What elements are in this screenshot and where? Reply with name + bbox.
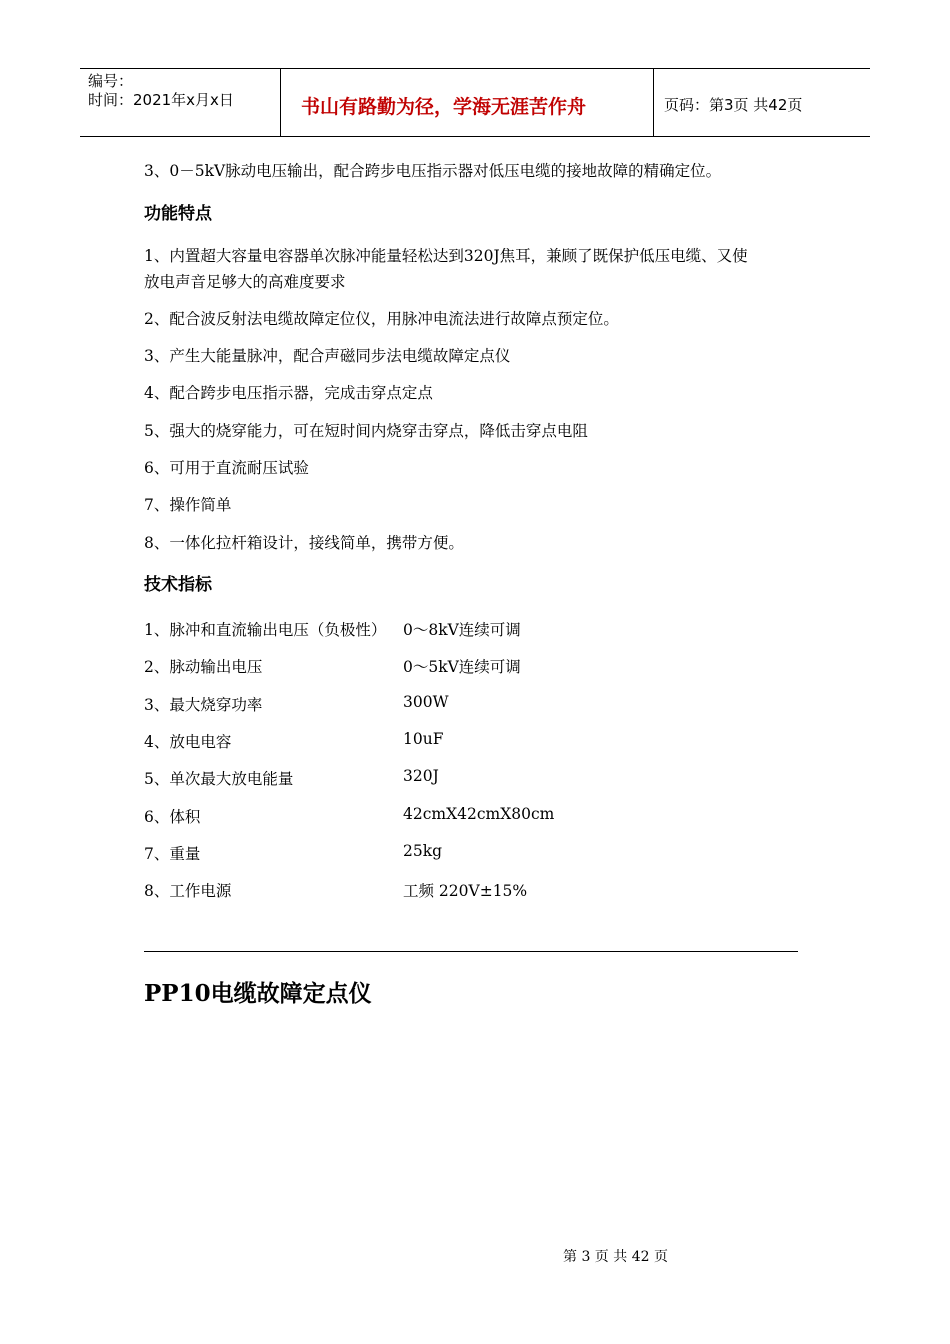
feature-item: 1、内置超大容量电容器单次脉冲能量轻松达到320J焦耳，兼顾了既保护低压电缆、又使 [144,247,748,265]
section-divider [144,951,798,952]
section-title: PP10电缆故障定点仪 [144,980,372,1007]
spec-label: 8、工作电源 [144,882,232,900]
page-header [80,68,870,137]
feature-item: 4、配合跨步电压指示器，完成击穿点定点 [144,384,433,402]
header-page-cell [654,69,870,136]
spec-value: 320J [403,767,439,785]
spec-value: 0～5kV连续可调 [403,658,521,676]
spec-label: 3、最大烧穿功率 [144,696,263,714]
specs-heading: 技术指标 [144,575,212,595]
document-date: 时间：2021年x月x日 [88,91,234,109]
header-motto: 书山有路勤为径，学海无涯苦作舟 [301,96,587,118]
intro-line: 3、0－5kV脉动电压输出，配合跨步电压指示器对低压电缆的接地故障的精确定位。 [144,162,722,180]
feature-item: 放电声音足够大的高难度要求 [144,273,346,291]
feature-item: 8、一体化拉杆箱设计，接线简单，携带方便。 [144,534,464,552]
spec-value: 0～8kV连续可调 [403,621,521,639]
spec-value: 工频 220V±15% [403,882,528,900]
page-footer: 第 3 页 共 42 页 [563,1249,668,1265]
spec-value: 25kg [403,842,443,860]
header-meta [80,69,280,136]
header-motto-cell [280,69,654,136]
spec-label: 7、重量 [144,845,201,863]
spec-label: 6、体积 [144,808,201,826]
features-heading: 功能特点 [144,204,212,224]
spec-value: 300W [403,693,449,711]
document-number-label: 编号： [88,72,134,90]
spec-value: 10uF [403,730,444,748]
feature-item: 7、操作简单 [144,496,232,514]
spec-label: 4、放电电容 [144,733,232,751]
feature-item: 6、可用于直流耐压试验 [144,459,309,477]
spec-label: 2、脉动输出电压 [144,658,263,676]
spec-label: 1、脉冲和直流输出电压（负极性） [144,621,387,639]
feature-item: 2、配合波反射法电缆故障定位仪，用脉冲电流法进行故障点预定位。 [144,310,619,328]
spec-label: 5、单次最大放电能量 [144,770,294,788]
feature-item: 5、强大的烧穿能力，可在短时间内烧穿击穿点，降低击穿点电阻 [144,422,588,440]
feature-item: 3、产生大能量脉冲，配合声磁同步法电缆故障定点仪 [144,347,511,365]
header-page-info: 页码：第3页 共42页 [664,96,803,114]
spec-value: 42cmX42cmX80cm [403,805,555,823]
